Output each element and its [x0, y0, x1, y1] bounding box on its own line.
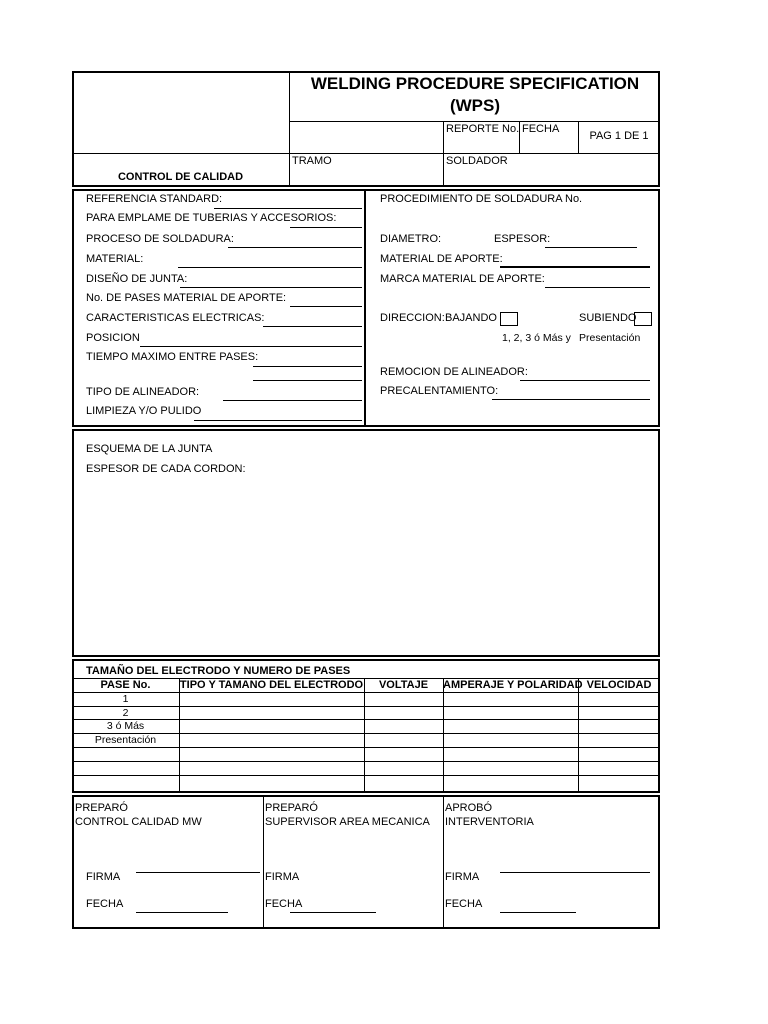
espesor-line[interactable]	[545, 247, 637, 248]
table-col-divider	[179, 678, 180, 793]
marca-label: MARCA MATERIAL DE APORTE:	[380, 273, 545, 285]
subiendo-checkbox[interactable]	[634, 312, 652, 326]
signature-1-area: CONTROL CALIDAD MW	[75, 816, 202, 828]
th-amperaje: AMPERAJE Y POLARIDAD	[443, 679, 583, 691]
table-rule	[72, 706, 660, 707]
pases-note: 1, 2, 3 ó Más y	[502, 332, 571, 344]
table-caption: TAMAÑO DEL ELECTRODO Y NUMERO DE PASES	[86, 665, 351, 677]
th-voltaje: VOLTAJE	[378, 679, 429, 691]
signature-2-fecha-label: FECHA	[265, 898, 303, 910]
table-rule	[72, 719, 660, 720]
emplame-label: PARA EMPLAME DE TUBERIAS Y ACCESORIOS:	[86, 212, 337, 224]
proceso-line[interactable]	[228, 247, 362, 248]
table-rule	[72, 733, 660, 734]
document-subtitle: (WPS)	[449, 96, 501, 115]
signature-2-fecha-line[interactable]	[290, 912, 376, 913]
fecha-label: FECHA	[522, 123, 560, 135]
signature-2-area: SUPERVISOR AREA MECANICA	[265, 816, 430, 828]
signature-1-firma-label: FIRMA	[86, 871, 121, 883]
signature-1-fecha-label: FECHA	[86, 898, 124, 910]
referencia-label: REFERENCIA STANDARD:	[86, 193, 223, 205]
th-pase: PASE No.	[100, 679, 151, 691]
th-velocidad: VELOCIDAD	[586, 679, 652, 691]
signature-3-area: INTERVENTORIA	[445, 816, 534, 828]
signature-2-role: PREPARÓ	[265, 802, 318, 814]
electricas-label: CARACTERISTICAS ELECTRICAS:	[86, 312, 265, 324]
limpieza-line[interactable]	[194, 420, 362, 421]
alineador-line[interactable]	[223, 400, 362, 401]
table-col-divider	[364, 678, 365, 793]
table-header-bottom	[72, 692, 660, 693]
signature-divider	[443, 795, 444, 929]
table-col-divider	[578, 678, 579, 793]
material-line[interactable]	[178, 267, 362, 268]
table-row-pase: 2	[122, 707, 129, 719]
signature-1-fecha-line[interactable]	[136, 912, 228, 913]
pases-line[interactable]	[290, 306, 362, 307]
pases-label: No. DE PASES MATERIAL DE APORTE:	[86, 292, 287, 304]
remocion-line[interactable]	[520, 380, 650, 381]
esquema-label: ESQUEMA DE LA JUNTA	[86, 443, 213, 455]
signature-3-fecha-label: FECHA	[445, 898, 483, 910]
diametro-label: DIAMETRO:	[380, 233, 442, 245]
table-rule	[72, 775, 660, 776]
signature-3-fecha-line[interactable]	[500, 912, 576, 913]
signature-1-role: PREPARÓ	[75, 802, 128, 814]
precalentamiento-line[interactable]	[492, 399, 650, 400]
document-title: WELDING PROCEDURE SPECIFICATION	[310, 74, 640, 93]
material-aporte-line[interactable]	[500, 266, 650, 268]
signature-1-firma-line[interactable]	[136, 872, 260, 873]
marca-line[interactable]	[545, 287, 650, 288]
tiempo-line-1[interactable]	[253, 366, 362, 367]
signature-3-firma-label: FIRMA	[445, 871, 480, 883]
subiendo-label: SUBIENDO	[579, 312, 637, 324]
electricas-line[interactable]	[263, 326, 362, 327]
table-col-divider	[443, 678, 444, 793]
bajando-label: BAJANDO	[445, 312, 497, 324]
posicion-line[interactable]	[140, 346, 362, 347]
referencia-line[interactable]	[214, 208, 362, 209]
diseno-label: DISEÑO DE JUNTA:	[86, 273, 188, 285]
reporte-label: REPORTE No.	[446, 123, 520, 135]
precalentamiento-label: PRECALENTAMIENTO:	[380, 385, 499, 397]
espesor-cordon-label: ESPESOR DE CADA CORDON:	[86, 463, 246, 475]
bajando-checkbox[interactable]	[500, 312, 518, 326]
material-label: MATERIAL:	[86, 253, 144, 265]
posicion-label: POSICION	[86, 332, 140, 344]
soldador-label: SOLDADOR	[446, 155, 508, 167]
header-rule-1	[289, 121, 660, 122]
table-rule	[72, 761, 660, 762]
signature-2-firma-label: FIRMA	[265, 871, 300, 883]
procedimiento-label: PROCEDIMIENTO DE SOLDADURA No.	[380, 193, 583, 205]
page-indicator: PAG 1 DE 1	[589, 130, 649, 142]
remocion-label: REMOCION DE ALINEADOR:	[380, 366, 528, 378]
direccion-label: DIRECCION:	[380, 312, 445, 324]
limpieza-label: LIMPIEZA Y/O PULIDO	[86, 405, 202, 417]
table-row-pase: Presentación	[94, 734, 157, 746]
tiempo-line-2[interactable]	[253, 380, 362, 381]
header-rule-2	[72, 153, 660, 154]
material-aporte-label: MATERIAL DE APORTE:	[380, 253, 503, 265]
table-row-pase: 3 ó Más	[106, 720, 145, 732]
header-vline-reporte	[443, 121, 444, 187]
emplame-line[interactable]	[290, 227, 362, 228]
parameters-divider	[364, 189, 366, 427]
signature-3-role: APROBÓ	[445, 802, 493, 814]
signature-divider	[263, 795, 264, 929]
table-rule	[72, 747, 660, 748]
alineador-label: TIPO DE ALINEADOR:	[86, 386, 200, 398]
signature-3-firma-line[interactable]	[500, 872, 650, 873]
diseno-line[interactable]	[180, 287, 362, 288]
control-calidad-label: CONTROL DE CALIDAD	[117, 171, 244, 183]
th-tipo: TIPO Y TAMANO DEL ELECTRODO	[179, 679, 364, 691]
espesor-label: ESPESOR:	[494, 233, 551, 245]
proceso-label: PROCESO DE SOLDADURA:	[86, 233, 234, 245]
tramo-label: TRAMO	[292, 155, 332, 167]
tiempo-label: TIEMPO MAXIMO ENTRE PASES:	[86, 351, 259, 363]
presentacion-note: Presentación	[579, 332, 641, 344]
table-row-pase: 1	[122, 693, 129, 705]
